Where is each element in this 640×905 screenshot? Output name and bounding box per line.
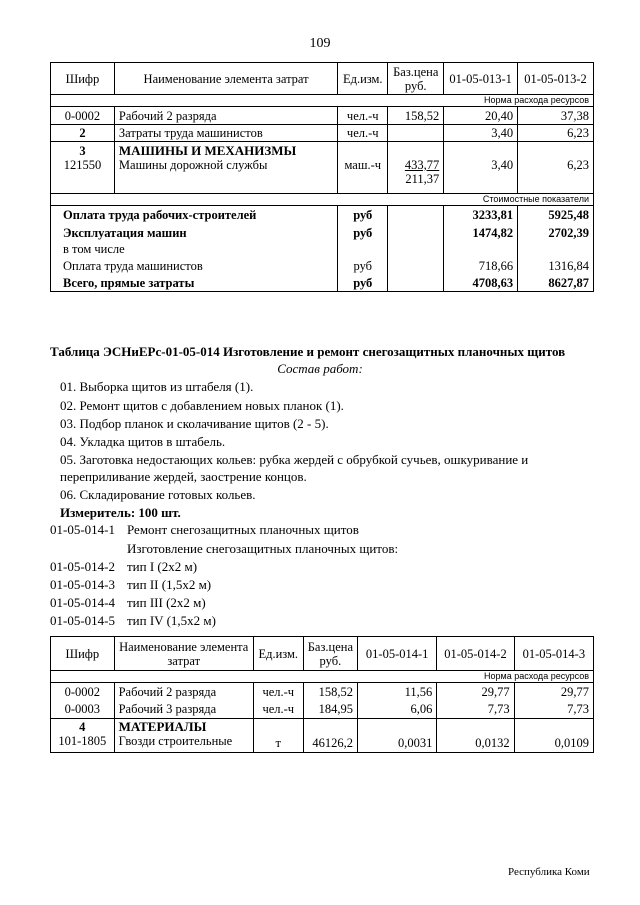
row-v1: 3,40 [444,142,518,194]
total-row [51,224,594,241]
row-code: 101-1805 [58,734,107,748]
page-number: 109 [309,36,331,51]
section-title: МАШИНЫ И МЕХАНИЗМЫ [118,143,297,158]
row-price [388,125,444,142]
row-price: 46126,2 [303,719,357,753]
header-col1: 01-05-014-1 [358,637,437,671]
header-col2: 01-05-014-2 [437,637,514,671]
header-code: Шифр [51,63,115,95]
total-row [51,257,594,274]
item-text: Изготовление снегозащитных планочных щитов: [127,541,399,556]
row-price: 158,52 [303,683,357,701]
item-code: 01-05-014-3 [50,577,115,592]
total-v1: 3233,81 [444,206,518,225]
work-item: переприливание жердей, заострение концов. [60,469,307,484]
row-v2: 6,23 [518,125,594,142]
row-code: 0-0002 [51,107,115,125]
work-item: 01. Выборка щитов из штабеля (1). [60,379,254,394]
row-v2: 29,77 [437,683,514,701]
header-price: Баз.цена руб. [388,63,444,95]
section-row [51,142,594,194]
item-text: Ремонт снегозащитных планочных щитов [127,522,359,537]
row-v3: 29,77 [514,683,593,701]
row-name: Рабочий 2 разряда [114,683,253,701]
section-title: МАТЕРИАЛЫ [118,719,207,734]
resource-table-014 [50,636,594,753]
item-code: 01-05-014-4 [50,595,115,610]
table-header-row [51,63,594,95]
section-number: 3 [79,144,86,158]
item-code: 01-05-014-2 [50,559,115,574]
cost-label-row [51,194,594,206]
total-v2: 2702,39 [518,224,594,241]
table-title: Таблица ЭСНиЕРс-01-05-014 Изготовление и ремонт снегозащитных планочных щитов [50,344,566,359]
norm-label-row [51,671,594,683]
row-code: 0-0003 [51,701,115,719]
row-code: 2 [51,125,115,142]
header-col3: 01-05-014-3 [514,637,593,671]
header-col2: 01-05-013-2 [518,63,594,95]
total-unit: руб [338,274,388,292]
row-unit: чел.-ч [253,683,303,701]
header-price: Баз.цена руб. [303,637,357,671]
item-code: 01-05-014-5 [50,613,115,628]
row-v1: 6,06 [358,701,437,719]
item-text: тип I (2х2 м) [127,559,198,574]
work-item: 04. Укладка щитов в штабель. [60,434,226,449]
row-name: Рабочий 3 разряда [114,701,253,719]
row-code: 121550 [63,158,102,172]
cost-label: Стоимостные показатели [51,194,594,206]
total-v2: 8627,87 [518,274,594,292]
row-name: Затраты труда машинистов [114,125,337,142]
header-unit: Ед.изм. [338,63,388,95]
table-row [51,125,594,142]
item-code: 01-05-014-1 [50,522,115,537]
total-v1: 718,66 [444,257,518,274]
work-item: 03. Подбор планок и сколачивание щитов (2 - 5). [60,416,329,431]
section-number: 4 [79,720,86,734]
works-heading: Состав работ: [277,361,363,376]
row-name: Рабочий 2 разряда [114,107,337,125]
row-v3: 0,0109 [514,719,593,753]
item-text: тип IV (1,5х2 м) [127,613,216,628]
row-code: 0-0002 [51,683,115,701]
row-v3: 7,73 [514,701,593,719]
total-name: в том числе [51,241,338,257]
total-row [51,274,594,292]
total-name: Всего, прямые затраты [51,274,338,292]
row-unit: чел.-ч [338,107,388,125]
total-name: Оплата труда машинистов [51,257,338,274]
resource-table-013 [50,62,594,292]
row-v1: 20,40 [444,107,518,125]
table-header-row [51,637,594,671]
row-name: Машины дорожной службы [118,158,268,172]
row-price-machinist: 211,37 [405,172,440,186]
total-v1: 4708,63 [444,274,518,292]
total-name: Эксплуатация машин [51,224,338,241]
norm-label: Норма расхода ресурсов [51,95,594,107]
header-name: Наименование элемента затрат [114,63,337,95]
row-unit: т [253,719,303,753]
row-v2: 6,23 [518,142,594,194]
header-name: Наименование элемента затрат [114,637,253,671]
total-v2: 5925,48 [518,206,594,225]
row-unit: чел.-ч [338,125,388,142]
total-unit: руб [338,224,388,241]
work-item: 02. Ремонт щитов с добавлением новых планок (1). [60,398,344,413]
work-item: 05. Заготовка недостающих кольев: рубка жердей с обрубкой сучьев, ошкуривание и [60,452,529,467]
table-row [51,107,594,125]
norm-label: Норма расхода ресурсов [51,671,594,683]
row-price: 158,52 [388,107,444,125]
item-text: тип III (2х2 м) [127,595,206,610]
row-v1: 11,56 [358,683,437,701]
total-unit: руб [338,206,388,225]
row-v1: 0,0031 [358,719,437,753]
total-unit: руб [338,257,388,274]
total-name: Оплата труда рабочих-строителей [51,206,338,225]
row-name: Гвозди строительные [118,734,233,748]
row-unit: маш.-ч [338,142,388,194]
total-v1: 1474,82 [444,224,518,241]
header-col1: 01-05-013-1 [444,63,518,95]
row-v1: 3,40 [444,125,518,142]
row-v2: 37,38 [518,107,594,125]
section-row [51,719,594,753]
row-v2: 7,73 [437,701,514,719]
footer-region: Республика Коми [508,866,590,878]
row-price: 184,95 [303,701,357,719]
measurement-unit: Измеритель: 100 шт. [60,505,181,520]
total-v2: 1316,84 [518,257,594,274]
header-unit: Ед.изм. [253,637,303,671]
header-code: Шифр [51,637,115,671]
norm-label-row [51,95,594,107]
row-price: 433,77 [404,158,440,172]
total-row [51,206,594,225]
item-text: тип II (1,5х2 м) [127,577,212,592]
row-v2: 0,0132 [437,719,514,753]
total-row [51,241,594,257]
table-row [51,701,594,719]
row-unit: чел.-ч [253,701,303,719]
table-row [51,683,594,701]
work-item: 06. Складирование готовых кольев. [60,487,256,502]
